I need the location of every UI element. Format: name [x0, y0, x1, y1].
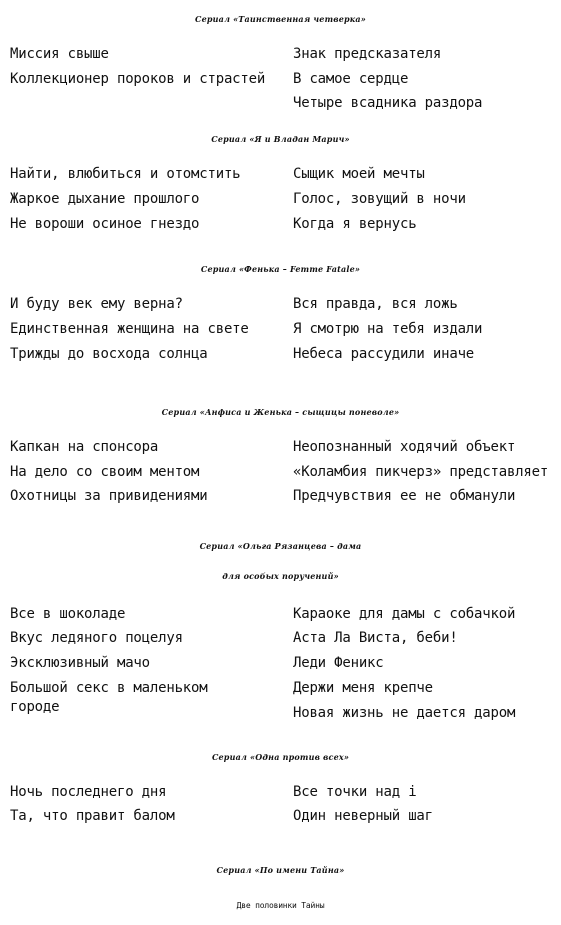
series-heading-2: Сериал «Я и Владан Марич» — [211, 134, 350, 144]
list-item: Небеса рассудили иначе — [293, 346, 475, 362]
list-item: Единственная женщина на свете — [10, 321, 249, 337]
list-item: Аста Ла Виста, беби! — [293, 630, 458, 646]
series-heading-4: Сериал «Анфиса и Женька – сыщицы поневоле» — [161, 407, 400, 417]
list-item: Все в шоколаде — [10, 606, 126, 622]
series-heading-5-line1: Сериал «Ольга Рязанцева – дама — [199, 541, 362, 551]
list-item: Ночь последнего дня — [10, 784, 167, 800]
series-heading-3: Сериал «Фенька – Femme Fatale» — [200, 264, 361, 274]
series-heading-7: Сериал «По имени Тайна» — [216, 865, 345, 875]
list-item: Все точки над i — [293, 784, 417, 800]
list-item: Новая жизнь не дается даром — [293, 705, 516, 721]
series-heading-5-line2: для особых поручений» — [222, 571, 339, 581]
list-item: «Коламбия пикчерз» представляет — [293, 464, 549, 480]
list-item: В самое сердце — [293, 71, 409, 87]
list-item: Охотницы за привидениями — [10, 488, 208, 504]
list-item: Знак предсказателя — [293, 46, 442, 62]
list-item: Один неверный шаг — [293, 808, 433, 824]
list-item: Миссия свыше — [10, 46, 109, 62]
list-item: Предчувствия ее не обманули — [293, 488, 516, 504]
list-item: Коллекционер пороков и страстей — [10, 71, 266, 87]
list-item: Та, что правит балом — [10, 808, 175, 824]
list-item: Вся правда, вся ложь — [293, 296, 458, 312]
list-item: Когда я вернусь — [293, 216, 417, 232]
list-item: На дело со своим ментом — [10, 464, 200, 480]
list-item: Трижды до восхода солнца — [10, 346, 208, 362]
list-item: Четыре всадника раздора — [293, 95, 483, 111]
list-item: Сыщик моей мечты — [293, 166, 425, 182]
list-item: Я смотрю на тебя издали — [293, 321, 483, 337]
series-heading-6: Сериал «Одна против всех» — [211, 752, 350, 762]
list-item: Эксклюзивный мачо — [10, 655, 150, 671]
list-item: Большой секс в маленьком — [10, 680, 208, 696]
list-item: Не вороши осиное гнездо — [10, 216, 200, 232]
list-item: Леди Феникс — [293, 655, 384, 671]
list-item: И буду век ему верна? — [10, 296, 183, 312]
list-item: Голос, зовущий в ночи — [293, 191, 466, 207]
list-item: Две половинки Тайны — [236, 901, 325, 910]
list-item: Найти, влюбиться и отомстить — [10, 166, 241, 182]
list-item: Караоке для дамы с собачкой — [293, 606, 516, 622]
list-item: Неопознанный ходячий объект — [293, 439, 516, 455]
list-item: Капкан на спонсора — [10, 439, 159, 455]
list-item: городе — [10, 699, 60, 715]
list-item: Вкус ледяного поцелуя — [10, 630, 183, 646]
series-heading-1: Сериал «Таинственная четверка» — [195, 14, 366, 24]
list-item: Жаркое дыхание прошлого — [10, 191, 200, 207]
list-item: Держи меня крепче — [293, 680, 433, 696]
